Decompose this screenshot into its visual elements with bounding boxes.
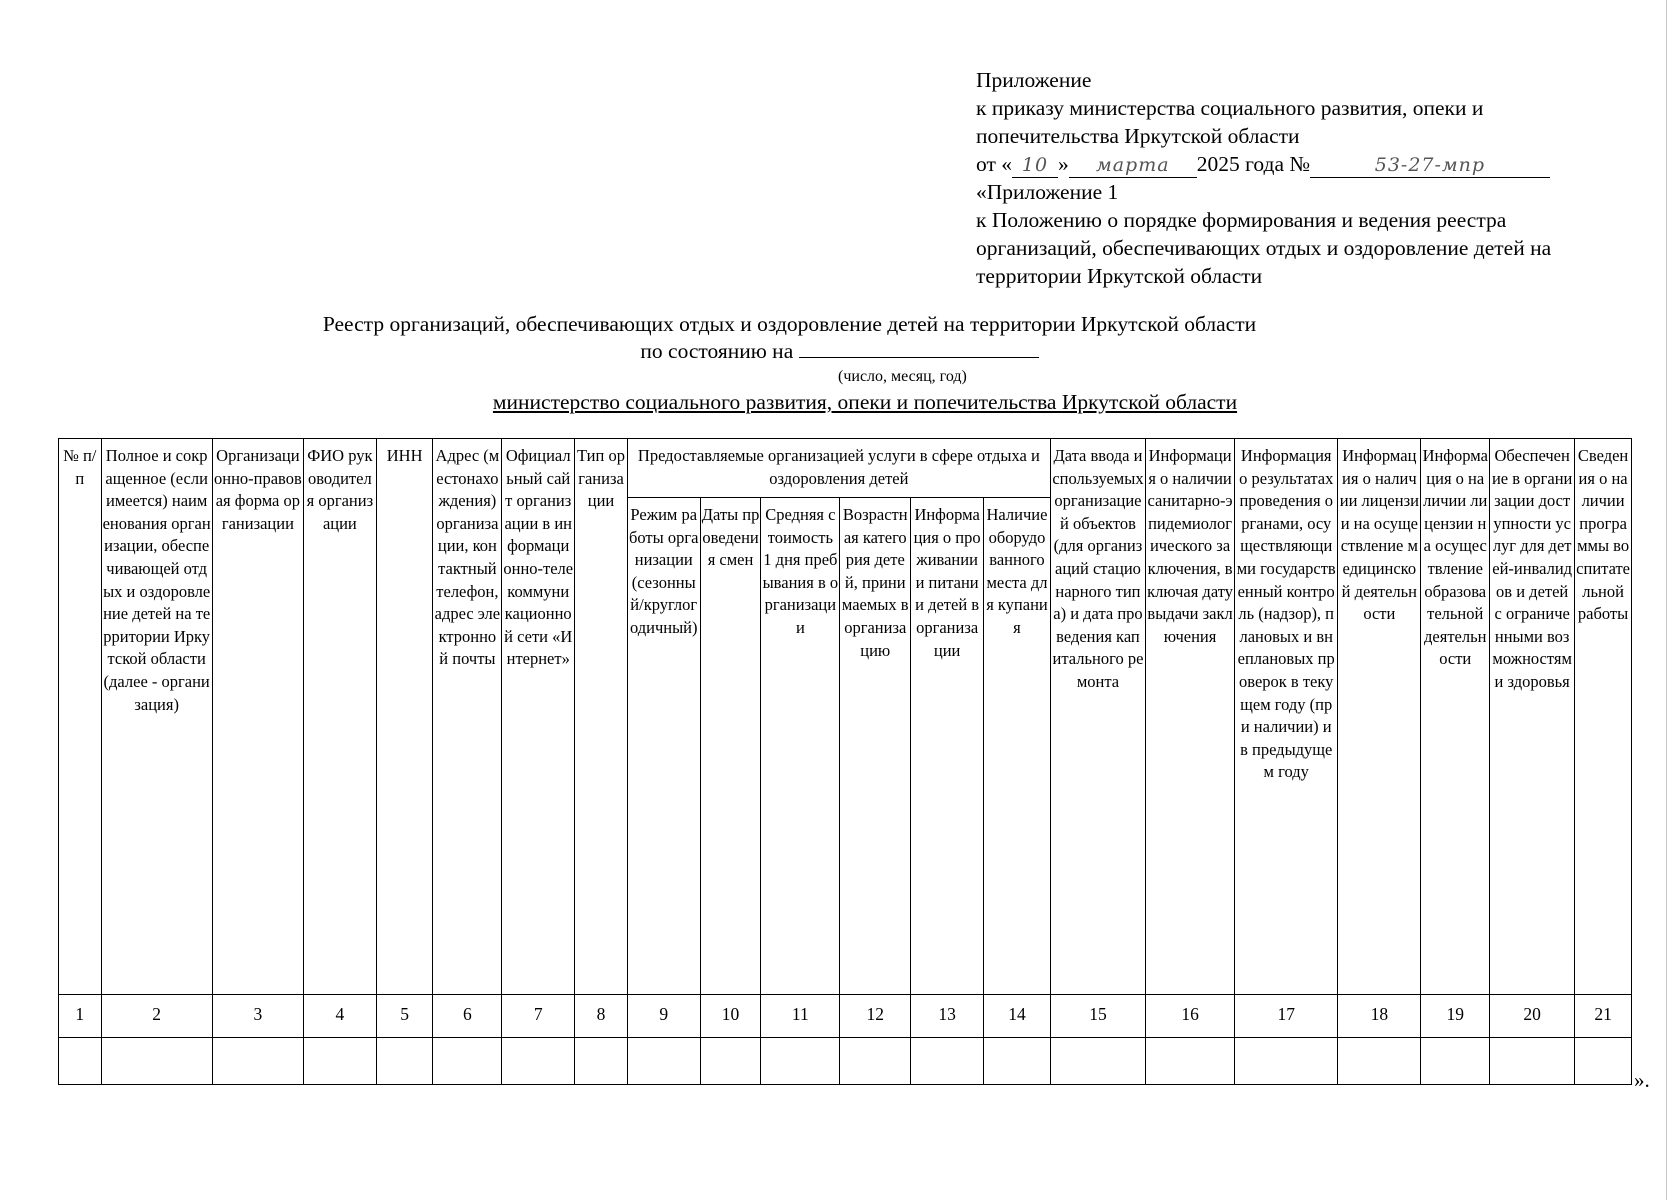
appendix-header	[976, 66, 1636, 290]
col-header-18: Информация о наличии лицензии на осуществление медицинской деятельности	[1338, 439, 1421, 995]
col-header-17: Информация о результатах проведения органами, осуществляющими государственный контроль (надзор), плановых и внеплановых проверок в текущем году (при наличии) и в предыдущем году	[1235, 439, 1338, 995]
col-number: 1	[59, 995, 102, 1038]
col-header-19: Информация о наличии лицензии на осуществление образовательной деятельности	[1421, 439, 1490, 995]
col-header-11: Средняя стоимость 1 дня пребывания в организации	[761, 498, 840, 995]
col-header-14: Наличие оборудованного места для купания	[984, 498, 1051, 995]
appendix-line-8: территории Иркутской области	[976, 264, 1263, 288]
col-number: 4	[303, 995, 376, 1038]
col-number: 6	[433, 995, 502, 1038]
col-header-10: Даты проведения смен	[700, 498, 761, 995]
empty-cell	[1050, 1038, 1145, 1085]
registry-title	[0, 311, 1679, 363]
date-mid: »	[1058, 152, 1069, 176]
col-number: 13	[911, 995, 984, 1038]
col-header-13: Информация о проживании и питании детей в организации	[911, 498, 984, 995]
empty-cell	[840, 1038, 911, 1085]
col-number: 10	[700, 995, 761, 1038]
closing-quote: ».	[1634, 1068, 1650, 1092]
col-header-1: № п/п	[59, 439, 102, 995]
empty-cell	[101, 1038, 212, 1085]
col-number: 9	[627, 995, 700, 1038]
appendix-line-1: Приложение	[976, 68, 1092, 92]
col-header-3: Организационно-правовая форма организации	[212, 439, 303, 995]
table-row-empty	[59, 1038, 1632, 1085]
col-header-7: Официальный сайт организации в информационно-телекоммуникационной сети «Интернет»	[502, 439, 575, 995]
order-number-handwritten: 53-27-мпр	[1310, 153, 1550, 178]
col-number: 21	[1575, 995, 1632, 1038]
col-number: 12	[840, 995, 911, 1038]
col-number: 11	[761, 995, 840, 1038]
col-number: 3	[212, 995, 303, 1038]
col-header-16: Информация о наличии санитарно-эпидемиологического заключения, включая дату выдачи заключения	[1146, 439, 1235, 995]
registry-title-line-2	[0, 337, 1679, 363]
empty-cell	[502, 1038, 575, 1085]
col-header-4: ФИО руководителя организации	[303, 439, 376, 995]
date-prefix: от «	[976, 152, 1012, 176]
order-date-line	[976, 150, 1636, 178]
empty-cell	[1575, 1038, 1632, 1085]
date-year-text: 2025 года №	[1196, 152, 1310, 176]
appendix-line-5: «Приложение 1	[976, 180, 1119, 204]
col-number: 15	[1050, 995, 1145, 1038]
appendix-line-2: к приказу министерства социального развития, опеки и	[976, 96, 1484, 120]
appendix-line-3: попечительства Иркутской области	[976, 124, 1300, 148]
col-header-5: ИНН	[376, 439, 433, 995]
col-number: 7	[502, 995, 575, 1038]
col-number: 2	[101, 995, 212, 1038]
empty-cell	[433, 1038, 502, 1085]
group-header-services: Предоставляемые организацией услуги в сфере отдыха и оздоровления детей	[627, 439, 1050, 498]
empty-cell	[575, 1038, 628, 1085]
col-number: 20	[1490, 995, 1575, 1038]
empty-cell	[911, 1038, 984, 1085]
as-of-date-blank	[799, 337, 1039, 358]
empty-cell	[984, 1038, 1051, 1085]
empty-cell	[700, 1038, 761, 1085]
empty-cell	[303, 1038, 376, 1085]
col-header-9: Режим работы организации (сезонный/круглогодичный)	[627, 498, 700, 995]
as-of-label: по состоянию на	[640, 339, 794, 363]
col-header-15: Дата ввода используемых организацией объектов (для организаций стационарного типа) и дата проведения капитального ремонта	[1050, 439, 1145, 995]
date-month-handwritten: марта	[1069, 153, 1197, 178]
ministry-name: министерство социального развития, опеки и попечительства Иркутской области	[492, 390, 1238, 414]
col-number: 16	[1146, 995, 1235, 1038]
header-row-1	[59, 439, 1632, 498]
empty-cell	[761, 1038, 840, 1085]
appendix-line-7: организаций, обеспечивающих отдых и оздоровление детей на	[976, 236, 1552, 260]
appendix-line-6: к Положению о порядке формирования и ведения реестра	[976, 208, 1507, 232]
col-number: 18	[1338, 995, 1421, 1038]
col-number: 5	[376, 995, 433, 1038]
empty-cell	[59, 1038, 102, 1085]
page-edge-line	[1666, 0, 1667, 1200]
col-header-20: Обеспечение в организации доступности услуг для детей-инвалидов и детей с ограниченными возможностями здоровья	[1490, 439, 1575, 995]
col-header-6: Адрес (местонахождения) организации, контактный телефон, адрес электронной почты	[433, 439, 502, 995]
empty-cell	[376, 1038, 433, 1085]
col-header-2: Полное и сокращенное (если имеется) наименования организации, обеспечивающей отдых и оздоровление детей на территории Иркутской области (далее - организация)	[101, 439, 212, 995]
empty-cell	[1421, 1038, 1490, 1085]
empty-cell	[1490, 1038, 1575, 1085]
date-day-handwritten: 10	[1012, 153, 1058, 178]
registry-title-line-1: Реестр организаций, обеспечивающих отдых и оздоровление детей на территории Иркутской области	[322, 312, 1257, 336]
col-number: 8	[575, 995, 628, 1038]
col-number: 17	[1235, 995, 1338, 1038]
empty-cell	[212, 1038, 303, 1085]
col-header-8: Тип организации	[575, 439, 628, 995]
col-number: 14	[984, 995, 1051, 1038]
empty-cell	[1338, 1038, 1421, 1085]
col-number: 19	[1421, 995, 1490, 1038]
col-header-12: Возрастная категория детей, принимаемых в организацию	[840, 498, 911, 995]
column-number-row	[59, 995, 1632, 1038]
empty-cell	[1146, 1038, 1235, 1085]
empty-cell	[1235, 1038, 1338, 1085]
empty-cell	[627, 1038, 700, 1085]
col-header-21: Сведения о наличии программы воспитательной работы	[1575, 439, 1632, 995]
date-hint: (число, месяц, год)	[838, 368, 967, 385]
registry-table	[58, 438, 1632, 1085]
